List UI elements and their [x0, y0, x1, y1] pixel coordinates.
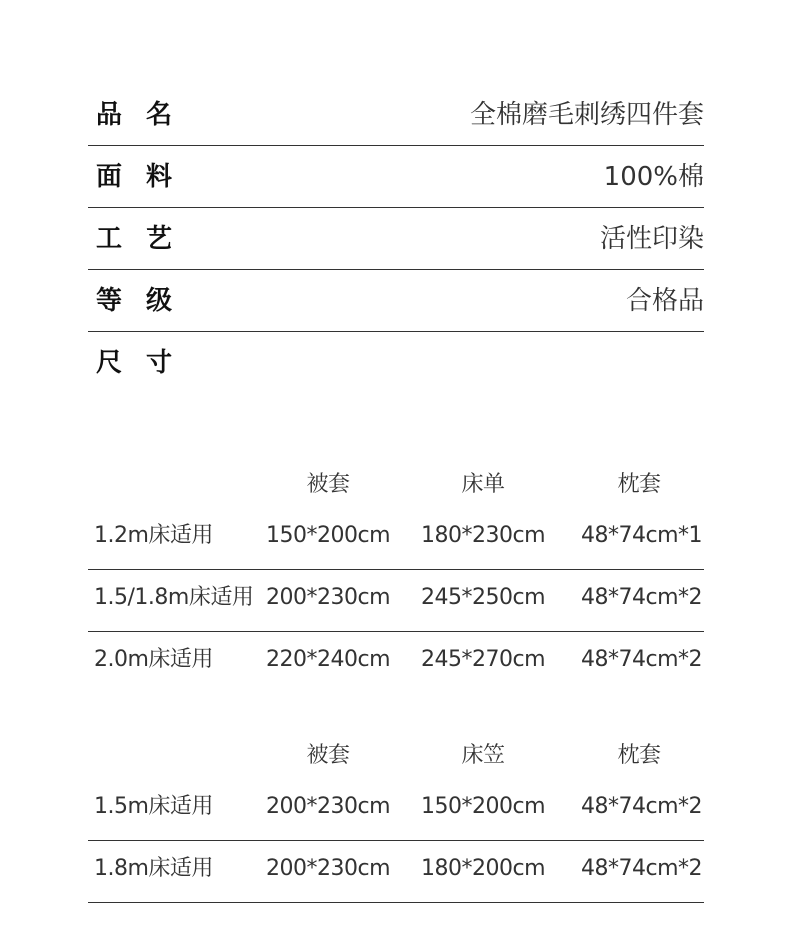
spec-row-size: [88, 332, 704, 394]
spec-row-product-name: [88, 84, 704, 146]
spec-value: 活性印染: [599, 224, 704, 254]
table-cell-bed-size: 1.2m床适用: [94, 523, 213, 548]
spec-label: 尺寸: [96, 348, 197, 378]
table-cell-duvet: 200*230cm: [265, 794, 391, 819]
table-header-cell: 枕套: [617, 472, 661, 497]
table-header-cell: 被套: [306, 472, 350, 497]
spec-row-fabric: [88, 146, 704, 208]
table-cell-bed-size: 1.8m床适用: [94, 856, 213, 881]
spec-value: 100%棉: [603, 162, 704, 192]
table-cell-pillowcase: 48*74cm*1: [580, 523, 702, 548]
spec-label: 品名: [96, 100, 197, 130]
spec-value: 合格品: [625, 286, 704, 316]
table-cell-pillowcase: 48*74cm*2: [580, 794, 702, 819]
table-row: [88, 570, 704, 632]
table-cell-duvet: 200*230cm: [265, 856, 391, 881]
spec-row-craft: [88, 208, 704, 270]
table-cell-pillowcase: 48*74cm*2: [580, 585, 702, 610]
table-cell-bed-size: 1.5m床适用: [94, 794, 213, 819]
spec-label: 等级: [96, 286, 197, 316]
table-row: [88, 841, 704, 903]
table-cell-duvet: 220*240cm: [265, 647, 391, 672]
spec-value: 全棉磨毛刺绣四件套: [469, 100, 704, 130]
size-table-2-header: [88, 736, 704, 776]
table-cell-pillowcase: 48*74cm*2: [580, 856, 702, 881]
table-cell-sheet: 180*230cm: [420, 523, 546, 548]
table-header-cell: 枕套: [617, 743, 661, 768]
table-header-cell: 被套: [306, 743, 350, 768]
table-row: [88, 508, 704, 570]
table-cell-bed-size: 2.0m床适用: [94, 647, 213, 672]
table-cell-fitted-sheet: 150*200cm: [420, 794, 546, 819]
table-cell-duvet: 150*200cm: [265, 523, 391, 548]
table-cell-sheet: 245*250cm: [420, 585, 546, 610]
table-row: [88, 632, 704, 694]
spec-label: 工艺: [96, 224, 197, 254]
table-cell-duvet: 200*230cm: [265, 585, 391, 610]
spec-row-grade: [88, 270, 704, 332]
table-header-cell: 床笠: [461, 743, 505, 768]
size-table-1-header: [88, 465, 704, 505]
table-cell-pillowcase: 48*74cm*2: [580, 647, 702, 672]
table-header-cell: 床单: [461, 472, 505, 497]
table-cell-sheet: 245*270cm: [420, 647, 546, 672]
spec-label: 面料: [96, 162, 197, 192]
table-cell-fitted-sheet: 180*200cm: [420, 856, 546, 881]
table-cell-bed-size: 1.5/1.8m床适用: [94, 585, 254, 610]
table-row: [88, 779, 704, 841]
